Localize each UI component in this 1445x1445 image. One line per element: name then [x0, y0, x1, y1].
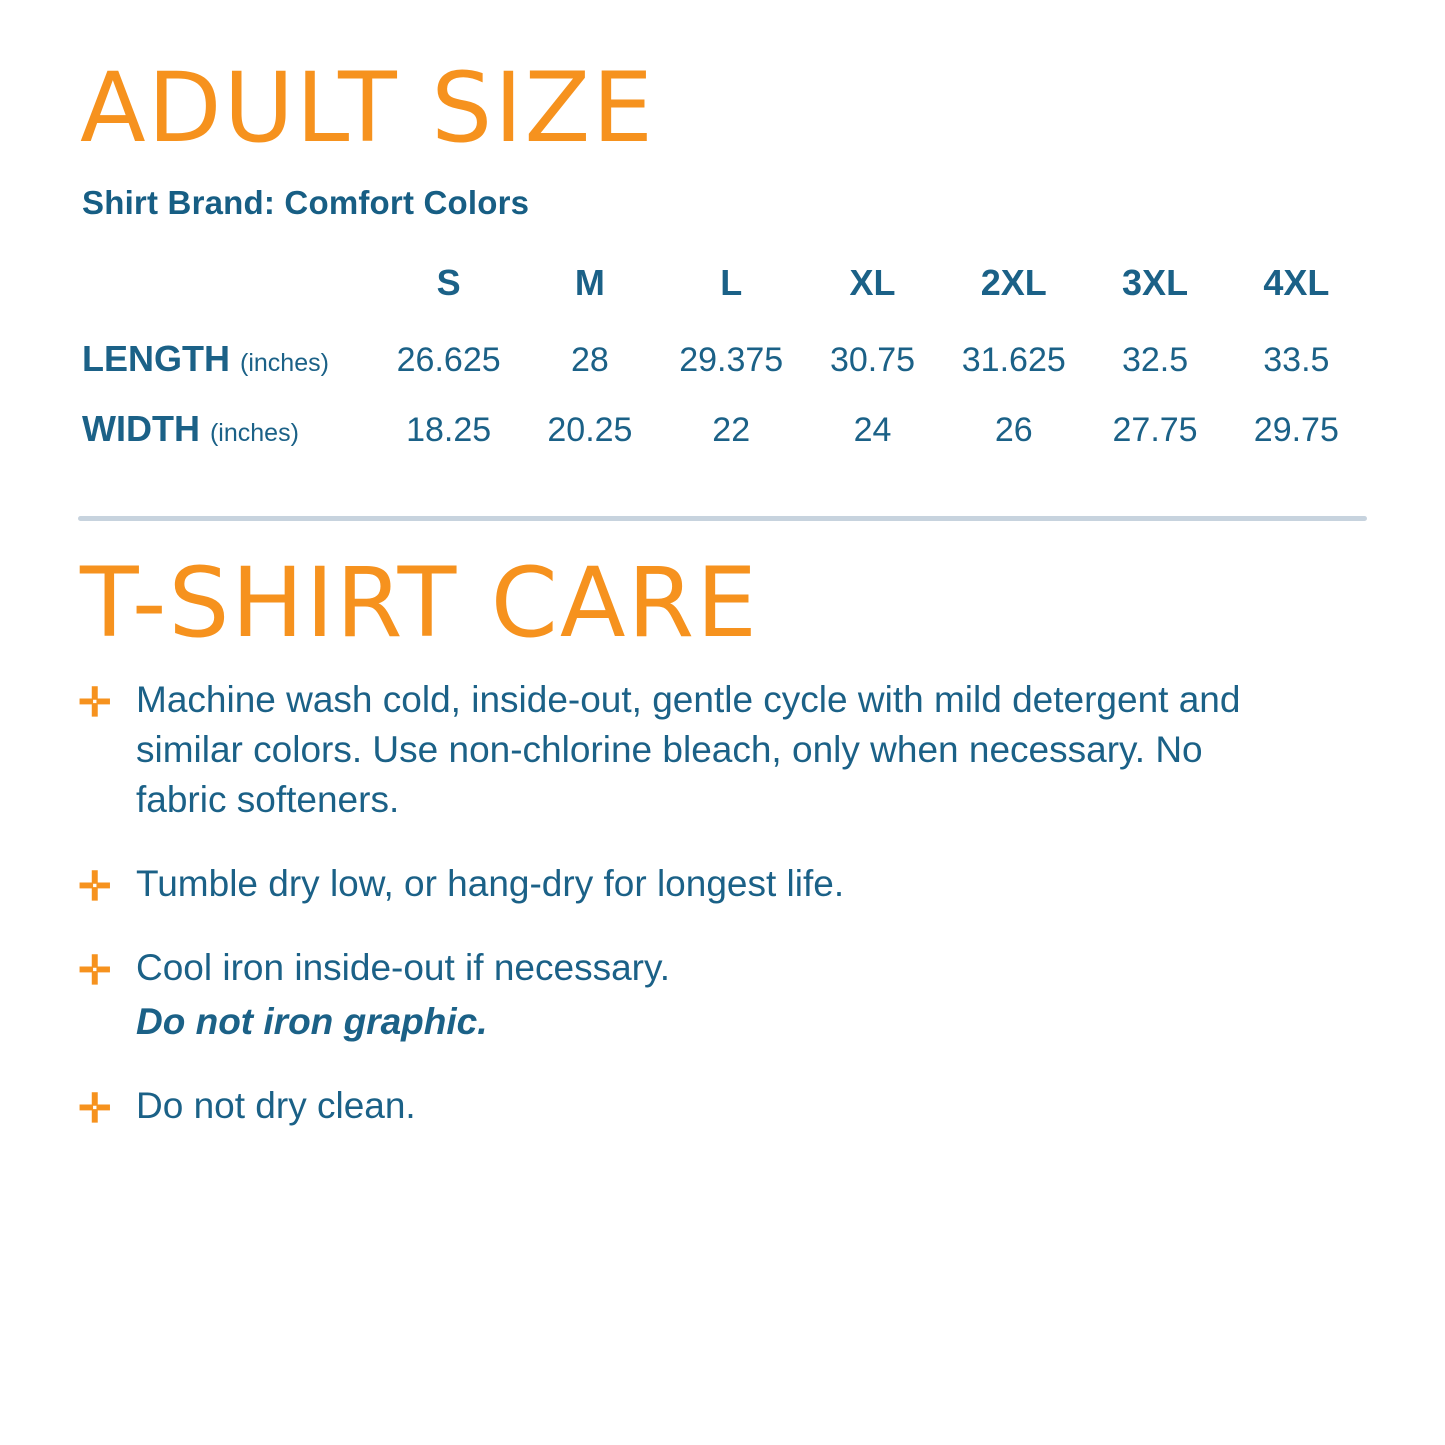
- length-s: 26.625: [396, 341, 501, 379]
- width-xl: 24: [853, 411, 892, 449]
- width-m: 20.25: [547, 411, 633, 449]
- size-column-s: S: [436, 262, 461, 303]
- size-column-corner: [78, 248, 378, 324]
- row-label-width-text: WIDTH: [82, 408, 200, 449]
- plus-bullet-icon: ✛: [78, 948, 112, 993]
- table-row: [78, 394, 1367, 464]
- section-divider: [78, 516, 1367, 521]
- length-4xl: 33.5: [1263, 341, 1330, 379]
- size-column-4xl: 4XL: [1263, 262, 1330, 303]
- width-l: 22: [712, 411, 751, 449]
- width-2xl: 26: [994, 411, 1033, 449]
- tshirt-care-heading: T-SHIRT CARE: [80, 547, 759, 659]
- care-item-text: Cool iron inside-out if necessary.: [136, 946, 671, 988]
- row-label-width-units: (inches): [209, 419, 299, 447]
- care-item-text: Tumble dry low, or hang-dry for longest life.: [136, 862, 845, 904]
- size-chart-table: [78, 248, 1367, 464]
- size-column-xl: XL: [849, 262, 896, 303]
- plus-bullet-icon: ✛: [78, 681, 112, 725]
- table-row: [78, 324, 1367, 394]
- width-4xl: 29.75: [1253, 411, 1339, 449]
- size-column-m: M: [574, 262, 605, 303]
- row-label-length: [78, 324, 378, 394]
- width-3xl: 27.75: [1112, 411, 1198, 449]
- list-item: [78, 1081, 1367, 1131]
- length-xl: 30.75: [829, 341, 916, 379]
- list-item: [78, 943, 1367, 1047]
- row-label-length-text: LENGTH: [82, 338, 230, 379]
- size-column-3xl: 3XL: [1122, 262, 1189, 303]
- length-l: 29.375: [679, 341, 784, 379]
- length-2xl: 31.625: [961, 341, 1066, 379]
- row-label-length-units: (inches): [240, 349, 329, 377]
- shirt-brand-label: Shirt Brand: Comfort Colors: [82, 184, 530, 221]
- adult-size-heading: ADULT SIZE: [80, 52, 655, 164]
- care-item-text: Do not dry clean.: [136, 1084, 416, 1126]
- size-column-l: L: [720, 262, 743, 303]
- plus-bullet-icon: ✛: [78, 864, 112, 909]
- list-item: [78, 675, 1367, 825]
- care-item-text-wrapper: [136, 943, 670, 1047]
- plus-bullet-icon: ✛: [78, 1086, 112, 1131]
- care-item-text: Machine wash cold, inside-out, gentle cycle with mild detergent and similar colors. Use non-chlorine bleach, only when necessary. No fabric softeners.: [136, 679, 1241, 820]
- care-item-emphasis: Do not iron graphic.: [136, 1000, 488, 1042]
- size-column-2xl: 2XL: [980, 262, 1047, 303]
- care-instructions-list: [78, 675, 1367, 1131]
- table-header-row: [78, 248, 1367, 324]
- length-3xl: 32.5: [1121, 341, 1189, 379]
- row-label-width: [78, 394, 378, 464]
- length-m: 28: [571, 341, 609, 379]
- width-s: 18.25: [406, 411, 492, 449]
- list-item: [78, 859, 1367, 909]
